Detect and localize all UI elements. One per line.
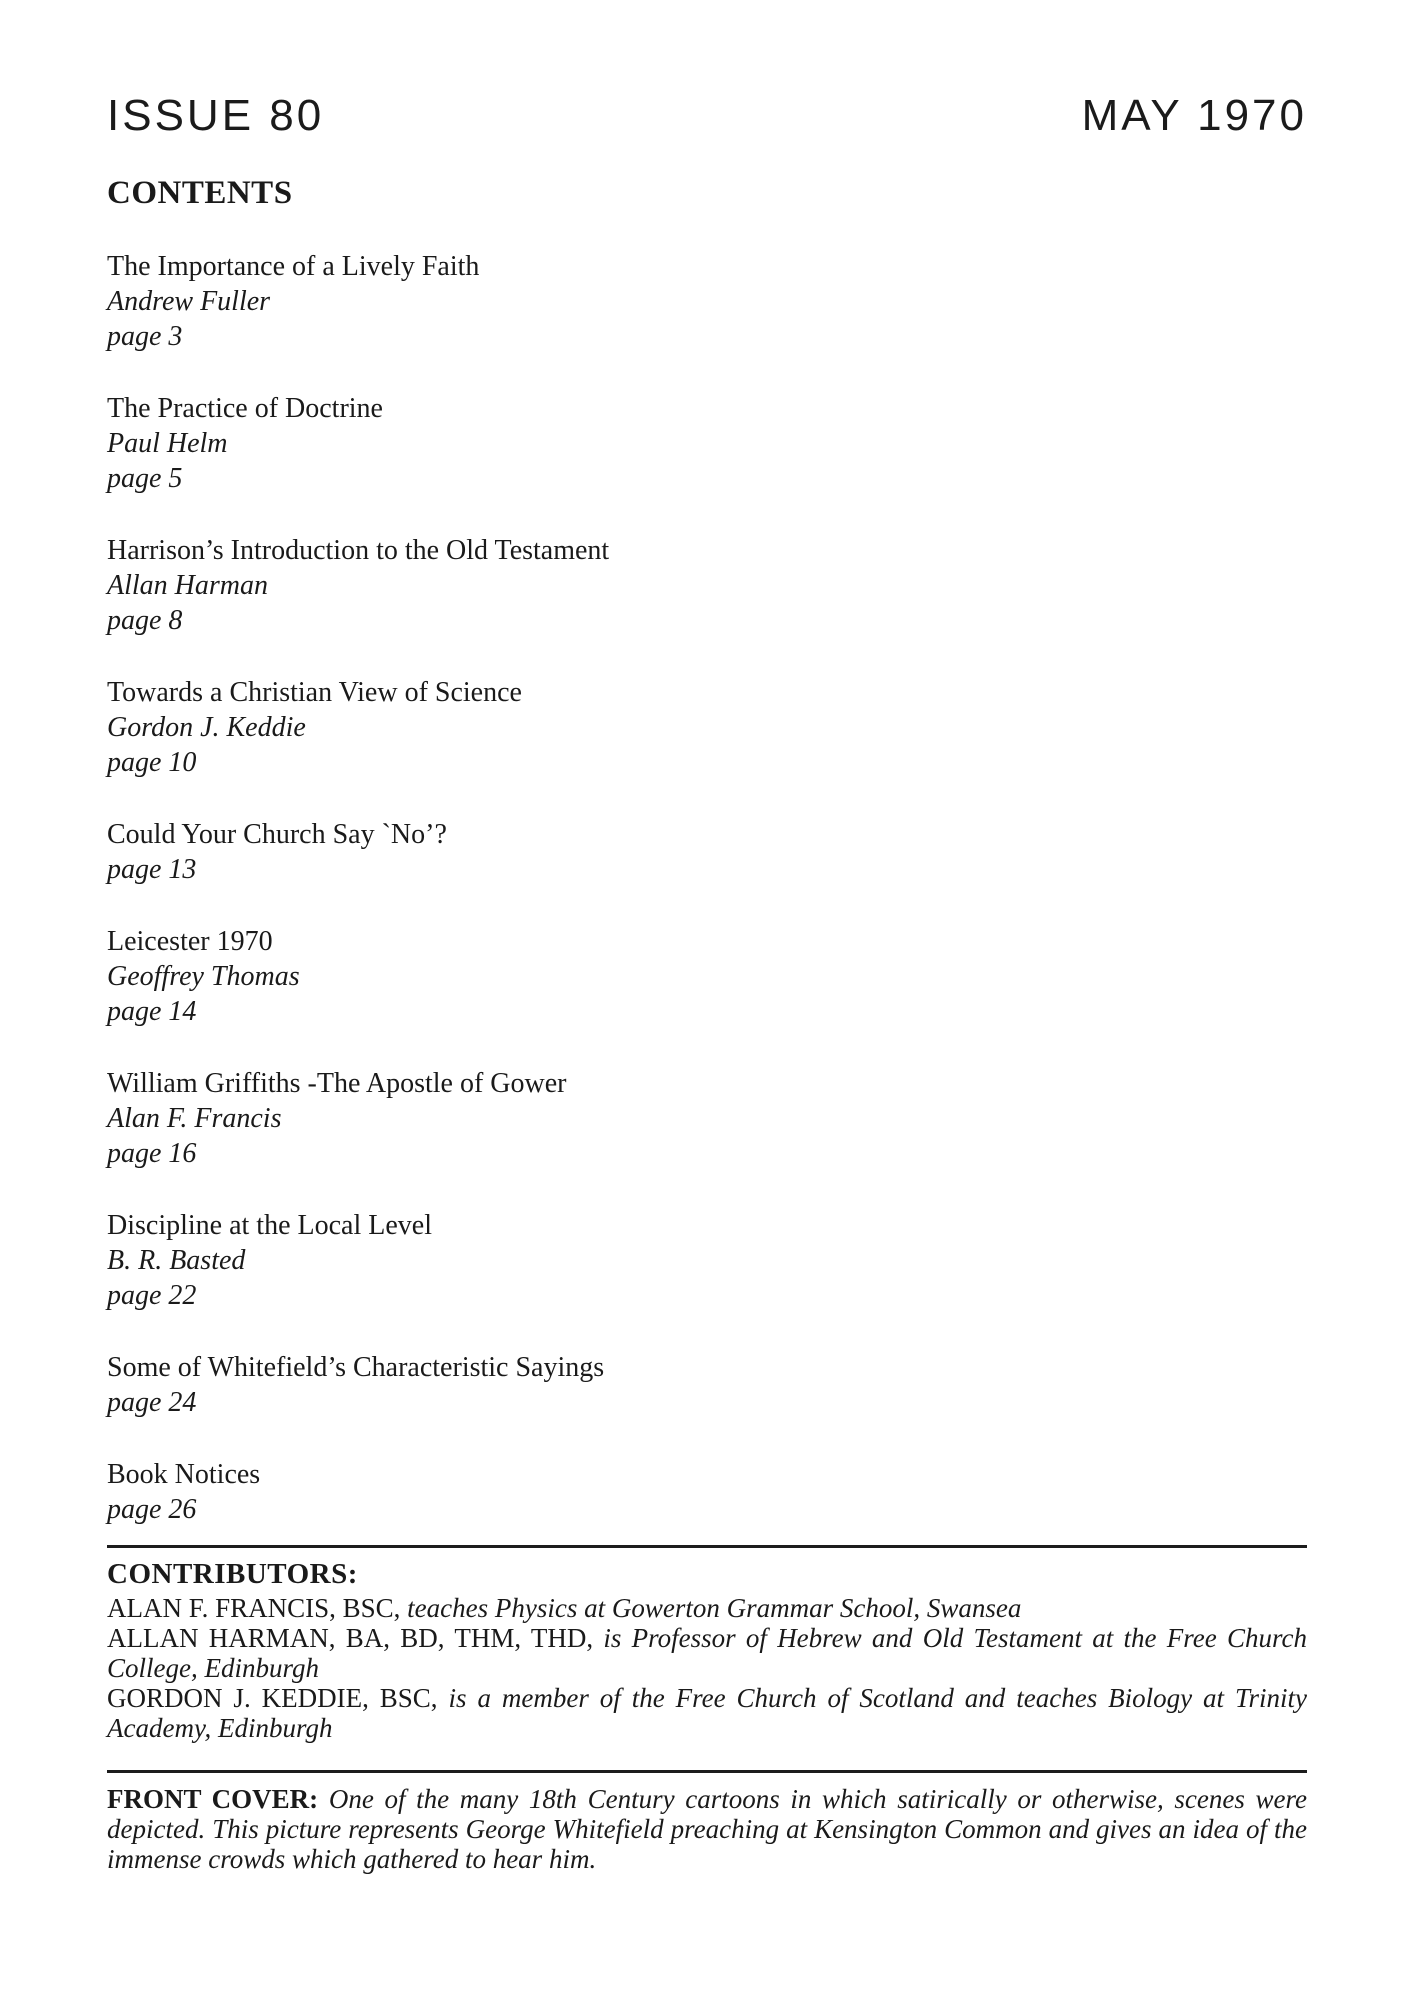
toc-entry bbox=[107, 817, 1307, 887]
contents-heading: CONTENTS bbox=[107, 175, 293, 211]
article-title: Discipline at the Local Level bbox=[107, 1210, 432, 1241]
divider-rule bbox=[107, 1770, 1307, 1773]
issue-date: MAY 1970 bbox=[1081, 91, 1307, 140]
article-author: Gordon J. Keddie bbox=[107, 712, 306, 743]
article-page: page 26 bbox=[107, 1494, 197, 1525]
contributor-name: ALLAN HARMAN, BA, BD, THM, THD, bbox=[107, 1623, 594, 1653]
contributor-description: is Professor of Hebrew and Old Testament at the Free Church College, Edinburgh bbox=[107, 1623, 1307, 1683]
article-title: Some of Whitefield’s Characteristic Sayings bbox=[107, 1352, 605, 1383]
toc-entry bbox=[107, 1457, 1307, 1527]
article-page: page 16 bbox=[107, 1138, 197, 1169]
article-page: page 10 bbox=[107, 747, 197, 778]
article-title: The Importance of a Lively Faith bbox=[107, 251, 480, 282]
article-page: page 22 bbox=[107, 1280, 197, 1311]
article-author: B. R. Basted bbox=[107, 1245, 246, 1276]
article-author: Geoffrey Thomas bbox=[107, 961, 300, 992]
article-title: Book Notices bbox=[107, 1459, 261, 1490]
article-page: page 5 bbox=[107, 463, 183, 494]
masthead bbox=[107, 91, 1307, 140]
article-author: Paul Helm bbox=[107, 428, 228, 459]
divider-rule bbox=[107, 1545, 1307, 1548]
contributors-heading: CONTRIBUTORS: bbox=[107, 1558, 358, 1590]
toc-entry bbox=[107, 533, 1307, 638]
article-author: Allan Harman bbox=[107, 570, 268, 601]
contributor-description: teaches Physics at Gowerton Grammar School, Swansea bbox=[407, 1593, 1022, 1623]
contributor bbox=[107, 1593, 1307, 1623]
article-page: page 13 bbox=[107, 854, 197, 885]
front-cover-text: One of the many 18th Century cartoons in which satirically or otherwise, scenes were depicted. This picture represents George Whitefield preaching at Kensington Common and gives an idea of the immense crowds which gathered to hear him. bbox=[107, 1784, 1308, 1874]
toc-entry bbox=[107, 1350, 1307, 1420]
article-title: Harrison’s Introduction to the Old Testament bbox=[107, 535, 610, 566]
toc-entry bbox=[107, 391, 1307, 496]
contributor-name: ALAN F. FRANCIS, BSC, bbox=[107, 1593, 401, 1623]
front-cover-label: FRONT COVER: bbox=[107, 1784, 319, 1814]
article-author: Alan F. Francis bbox=[107, 1103, 282, 1134]
contributor-name: GORDON J. KEDDIE, BSC, bbox=[107, 1683, 438, 1713]
article-page: page 8 bbox=[107, 605, 183, 636]
article-page: page 3 bbox=[107, 321, 183, 352]
toc-entry bbox=[107, 1066, 1307, 1171]
contributor-description: is a member of the Free Church of Scotland and teaches Biology at Trinity Academy, Edinburgh bbox=[107, 1683, 1307, 1743]
contributor bbox=[107, 1623, 1307, 1683]
toc-entry bbox=[107, 924, 1307, 1029]
article-title: The Practice of Doctrine bbox=[107, 393, 383, 424]
toc-entry bbox=[107, 249, 1307, 354]
contributors-section bbox=[107, 1593, 1307, 1743]
contributor bbox=[107, 1683, 1307, 1743]
article-title: Leicester 1970 bbox=[107, 926, 273, 957]
article-page: page 24 bbox=[107, 1387, 197, 1418]
front-cover-note bbox=[107, 1784, 1307, 1874]
article-title: Towards a Christian View of Science bbox=[107, 677, 522, 708]
issue-number: ISSUE 80 bbox=[107, 91, 325, 140]
toc-entry bbox=[107, 675, 1307, 780]
article-author: Andrew Fuller bbox=[107, 286, 271, 317]
article-title: Could Your Church Say `No’? bbox=[107, 819, 447, 850]
toc-entry bbox=[107, 1208, 1307, 1313]
article-page: page 14 bbox=[107, 996, 197, 1027]
article-title: William Griffiths -The Apostle of Gower bbox=[107, 1068, 567, 1099]
table-of-contents bbox=[107, 249, 1307, 1527]
